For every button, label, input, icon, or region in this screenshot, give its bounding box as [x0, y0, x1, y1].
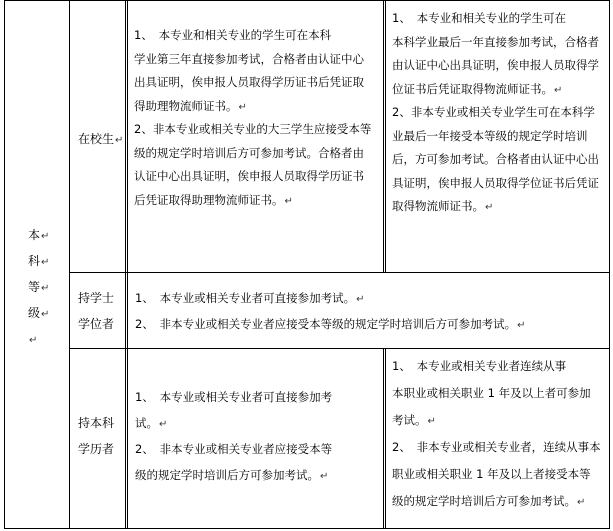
- text-line: 学业第三年直接参加考试，合格者由认证中心: [134, 51, 364, 66]
- category-char: 等↵: [28, 280, 50, 294]
- text-line: 1、 本专业或相关专业者可直接参加考: [135, 390, 333, 404]
- text-line: 1、 本专业或相关专业者可直接参加考试。↵: [135, 291, 365, 305]
- text-line: 级的规定学时培训后方可参加考试。↵: [392, 494, 586, 508]
- paragraph-mark: ↵: [29, 335, 38, 346]
- text-line: 1、 本专业和相关专业的学生可在本科: [134, 28, 332, 42]
- mid-divider-top: [383, 0, 386, 273]
- text-line: 出具证明，俟申报人员取得学历证书后凭证取: [134, 75, 364, 89]
- text-line: 考试。↵: [392, 413, 436, 427]
- text-line: 2、 非本专业或相关专业者应接受本等: [135, 442, 333, 456]
- table-border-top: [4, 0, 610, 1]
- row-label-degree-holder: [78, 285, 114, 337]
- row-divider-1: [69, 272, 610, 273]
- text-line: 职业或相关职业 1 年及以上者接受本等: [392, 467, 591, 481]
- text-line: 持本科: [78, 416, 115, 430]
- text-line: 认证中心出具证明，俟申报人员取得学历证书: [134, 169, 364, 183]
- row-label-in-school: 在校生↵: [78, 132, 124, 146]
- text-line: 1、 本专业和相关专业的学生可在: [392, 11, 567, 25]
- text-line: 2、非本专业或相关专业学生可在本科学: [392, 105, 595, 119]
- text-line: 级的规定学时培训后方可参加考试。合格者由: [134, 145, 364, 160]
- diploma-holder-bachelor-rules: [392, 353, 601, 515]
- text-line: 1、 本专业或相关专业者连续从事: [392, 359, 567, 373]
- text-line: 本科学业最后一年直接参加考试，合格者: [392, 34, 599, 49]
- text-line: 学历者: [78, 442, 115, 456]
- row-label-diploma-holder: [78, 410, 114, 462]
- in-school-undergrad-rules: [134, 24, 371, 212]
- text-line: 得助理物流师证书。↵: [134, 98, 247, 113]
- table-border-left: [4, 0, 5, 529]
- text-line: 试。↵: [135, 416, 168, 430]
- category-char: 科↵: [28, 254, 50, 268]
- text-line: 后凭证取得助理物流师证书。↵: [134, 192, 293, 207]
- text-line: 具证明，俟申报人员取得学位证书后凭证: [392, 175, 599, 190]
- category-label: [28, 222, 49, 352]
- diploma-holder-undergrad-rules: [135, 384, 332, 488]
- in-school-bachelor-rules: [392, 7, 599, 219]
- mid-divider-bottom: [383, 348, 386, 529]
- category-char: 本↵: [28, 228, 50, 242]
- table-border-bottom: [4, 528, 610, 529]
- text-line: 后，方可参加考试。合格者由认证中心出: [392, 152, 599, 166]
- text-line: 持学士: [78, 291, 115, 305]
- label-divider: [125, 0, 128, 529]
- category-divider: [69, 0, 70, 529]
- row-divider-2: [69, 348, 610, 349]
- text-line: 2、 非本专业或相关专业者，连续从事本: [392, 440, 601, 454]
- category-char: 级↵: [28, 306, 50, 320]
- text-line: 级的规定学时培训后方可参加考试。↵: [135, 468, 329, 482]
- degree-holder-rules: [135, 285, 525, 337]
- text-line: 本职业或相关职业 1 年及以上者可参加: [392, 386, 591, 400]
- text-line: 2、非本专业或相关专业的大三学生应接受本等: [134, 122, 372, 136]
- text-line: 由认证中心出具证明，俟申报人员取得学: [392, 58, 599, 72]
- text-line: 2、 非本专业或相关专业者应接受本等级的规定学时培训后方可参加考试。↵: [135, 317, 526, 331]
- text-line: 位证书后凭证取得物流师证书。↵: [392, 81, 563, 96]
- text-line: 取得物流师证书。↵: [392, 199, 494, 213]
- table-border-right: [609, 0, 610, 529]
- text-line: 学位者: [78, 317, 115, 331]
- text-line: 业最后一年接受本等级的规定学时培训: [392, 128, 588, 143]
